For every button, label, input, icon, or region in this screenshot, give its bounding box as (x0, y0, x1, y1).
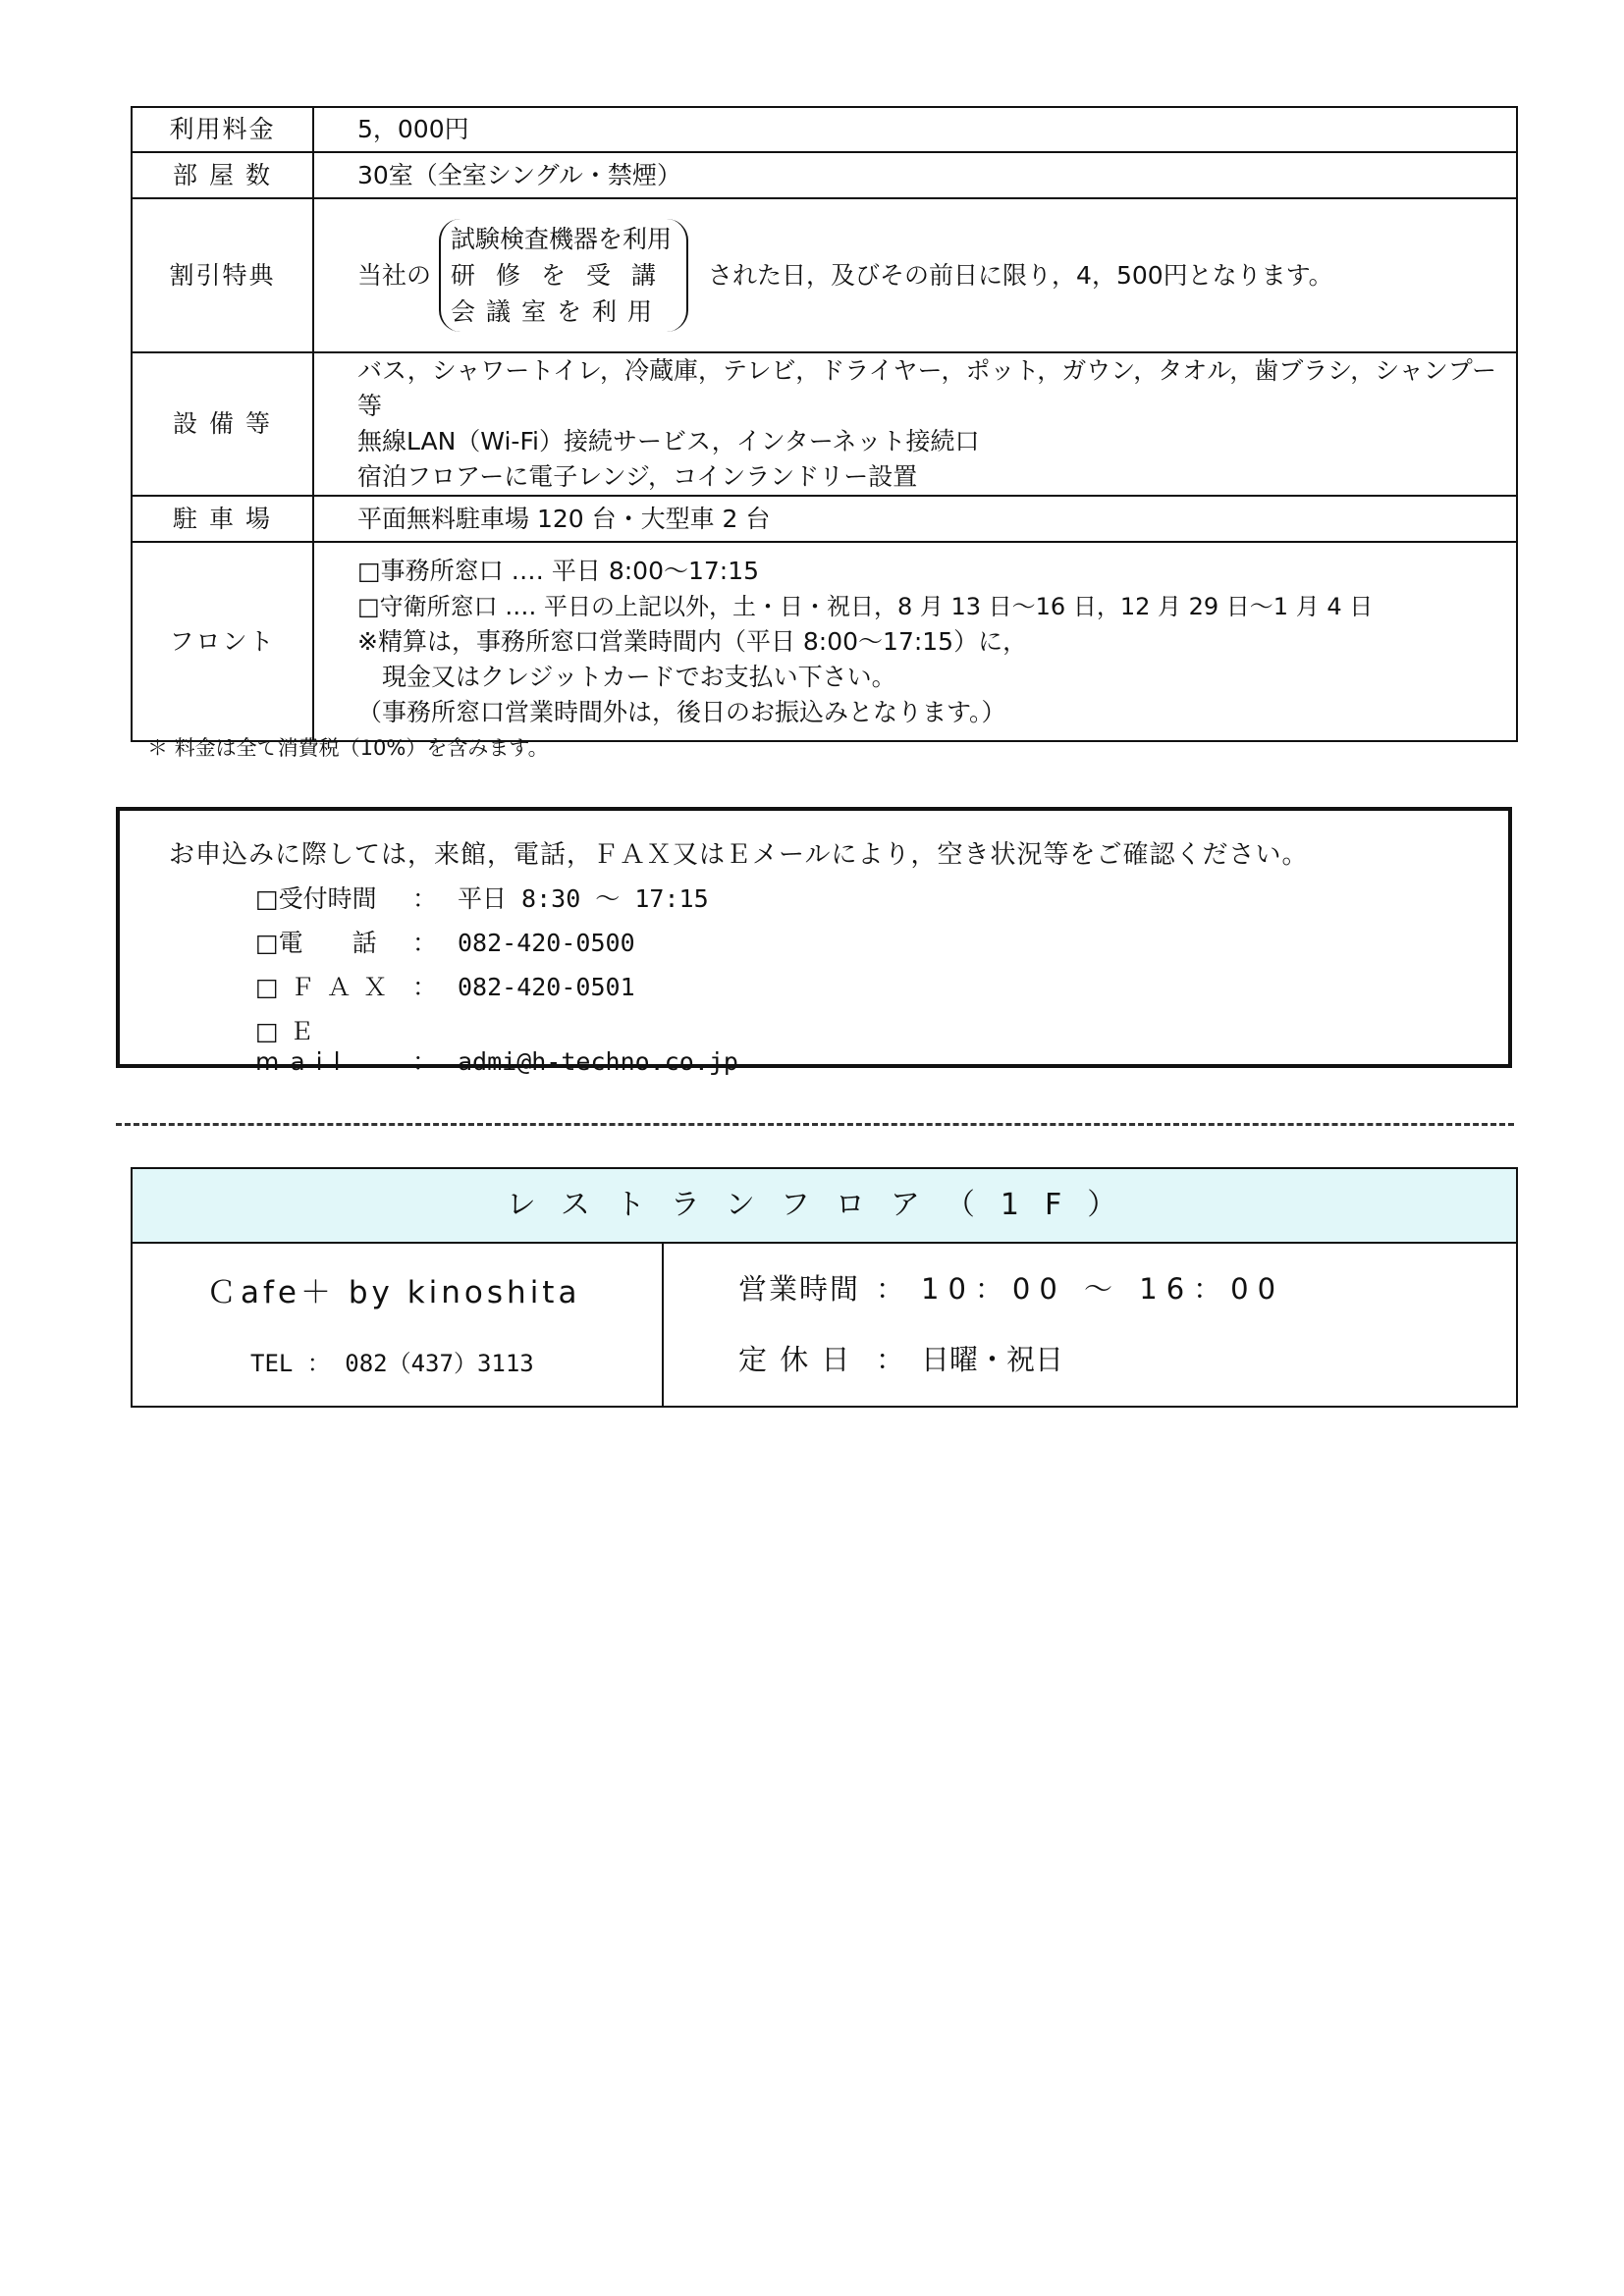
facility-line: バス，シャワートイレ，冷蔵庫，テレビ，ドライヤー，ポット，ガウン，タオル，歯ブラシ，シャンプー等 (357, 356, 1497, 420)
front-line: □事務所窓口 ‥‥ 平日 8:00～17:15 (357, 556, 760, 585)
dashed-divider (116, 1123, 1514, 1126)
contact-row-fax (255, 968, 635, 1003)
discount-conditions (439, 219, 688, 332)
restaurant-holiday (738, 1338, 1063, 1378)
tax-note: ＊ 料金は全て消費税（10%）を含みます。 (147, 736, 549, 760)
front-line: □守衛所窓口 ‥‥ 平日の上記以外，土・日・祝日，8 月 13 日～16 日，12 月 29 日～1 月 4 日 (357, 592, 1374, 620)
restaurant-box (131, 1167, 1518, 1408)
facilities-label: 設 備 等 (132, 352, 313, 496)
facility-line: 宿泊フロアーに電子レンジ，コインランドリー設置 (357, 462, 918, 491)
contact-key: □受付時間 (255, 884, 377, 913)
restaurant-divider (662, 1244, 664, 1408)
contact-key: □Ｅmail (255, 1017, 352, 1076)
contact-key: □電 話 (255, 929, 377, 957)
contact-row-hours (255, 880, 709, 915)
contact-email[interactable]: admi@h-techno.co.jp (458, 1047, 738, 1076)
front-row (132, 542, 1517, 741)
fee-row (132, 107, 1517, 152)
contact-intro: お申込みに際しては，来館，電話，ＦＡＸ又はＥメールにより，空き状況等をご確認ください。 (169, 840, 1309, 870)
restaurant-name: Ｃafe＋ by kinoshita (206, 1275, 581, 1310)
holiday-colon: ： (876, 1343, 905, 1376)
contact-row-email (255, 1012, 738, 1078)
parking-value: 平面無料駐車場 120 台・大型車 2 台 (313, 496, 1517, 542)
info-table (131, 106, 1518, 742)
front-line: 現金又はクレジットカードでお支払い下さい。 (357, 662, 896, 691)
parking-row (132, 496, 1517, 542)
front-line: （事務所窓口営業時間外は，後日のお振込みとなります。） (357, 697, 1006, 726)
rooms-value: 30室（全室シングル・禁煙） (313, 152, 1517, 198)
condition-item: 会議室を利用 (451, 297, 664, 326)
facilities-row (132, 352, 1517, 496)
front-label: フロント (132, 542, 313, 741)
restaurant-header: レストランフロア（1F） (133, 1169, 1516, 1244)
contact-row-phone (255, 924, 635, 959)
holiday-value: 日曜・祝日 (921, 1343, 1064, 1376)
contact-colon: ： (412, 884, 438, 913)
facility-line: 無線LAN（Wi-Fi）接続サービス，インターネット接続口 (357, 427, 980, 455)
discount-label: 割引特典 (132, 198, 313, 352)
discount-row (132, 198, 1517, 352)
fee-value: 5，000円 (313, 107, 1517, 152)
restaurant-hours (738, 1267, 1284, 1308)
hours-value: 10：00 ～ 16：00 (921, 1272, 1285, 1306)
hours-colon: ： (876, 1272, 905, 1306)
condition-item: 研修を受講 (451, 261, 677, 290)
contact-value: 平日 8:30 ～ 17:15 (458, 884, 709, 913)
parking-label: 駐 車 場 (132, 496, 313, 542)
facilities-value (313, 352, 1517, 496)
hours-label: 営業時間 (738, 1272, 861, 1306)
contact-value: 082-420-0500 (458, 929, 635, 957)
contact-colon: ： (412, 1047, 438, 1076)
discount-value (313, 198, 1517, 352)
contact-key: □ＦＡＸ (255, 973, 400, 1001)
contact-colon: ： (412, 973, 438, 1001)
discount-prefix: 当社の (357, 260, 432, 290)
discount-suffix: された日，及びその前日に限り，4，500円となります。 (708, 260, 1333, 290)
restaurant-tel: TEL ： 082（437）3113 (250, 1350, 534, 1377)
contact-colon: ： (412, 929, 438, 957)
holiday-label: 定 休 日 (738, 1343, 852, 1376)
contact-box (116, 807, 1512, 1076)
front-value (313, 542, 1517, 741)
fee-label: 利用料金 (132, 107, 313, 152)
front-line: ※精算は，事務所窓口営業時間内（平日 8:00～17:15）に， (357, 626, 1028, 656)
contact-value: 082-420-0501 (458, 973, 635, 1001)
rooms-label: 部 屋 数 (132, 152, 313, 198)
rooms-row (132, 152, 1517, 198)
condition-item: 試験検査機器を利用 (451, 225, 673, 253)
